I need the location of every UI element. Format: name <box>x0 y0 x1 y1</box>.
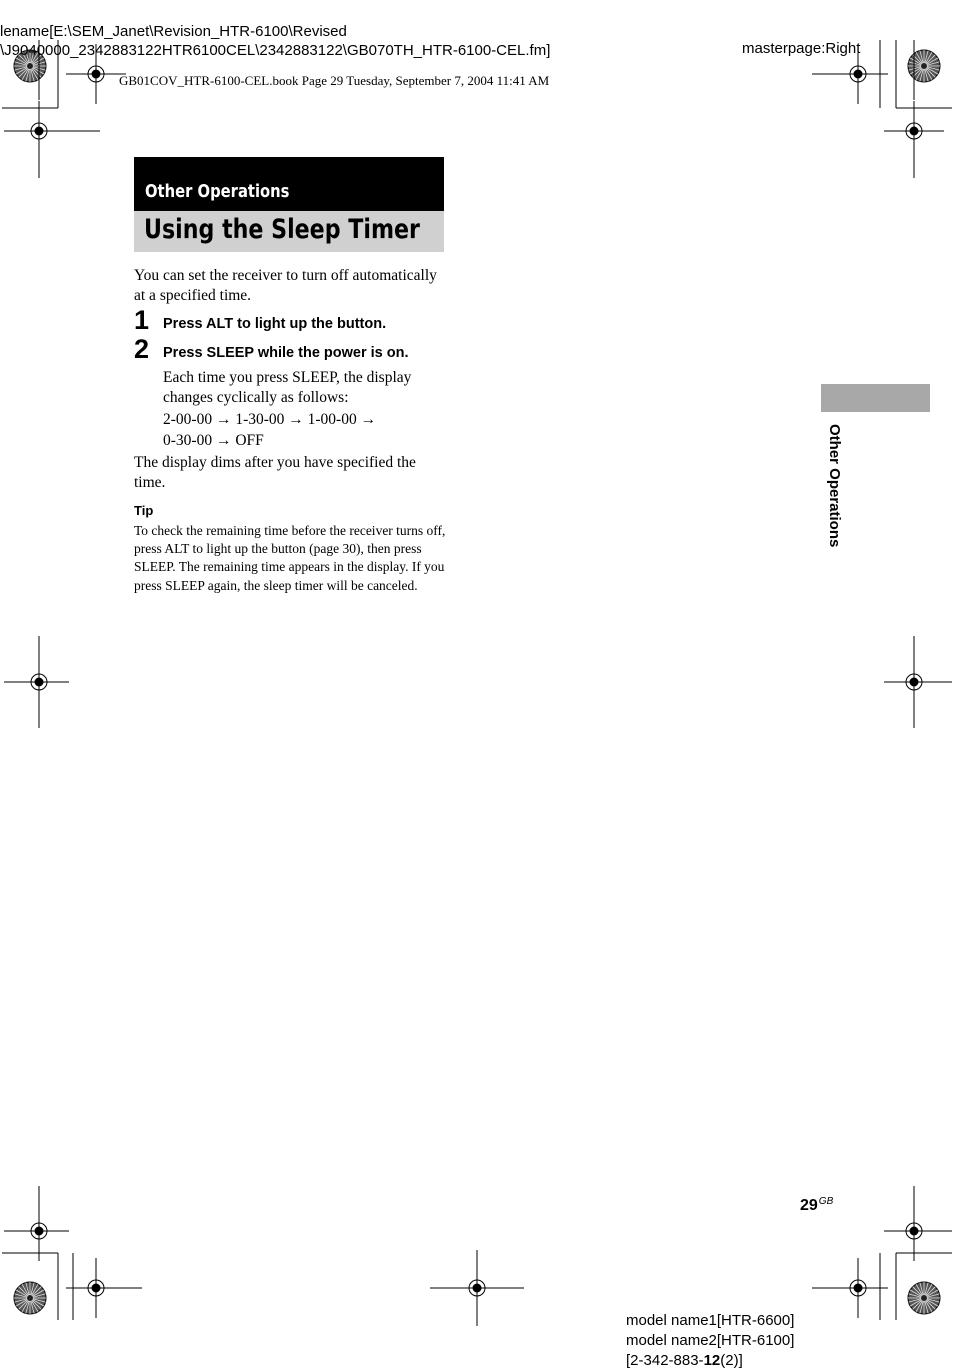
filename-path <box>0 22 550 60</box>
color-wheel-icon <box>14 1282 46 1314</box>
page-title: Using the Sleep Timer <box>144 214 420 245</box>
part-number-revision: 12 <box>703 1352 721 1369</box>
color-wheel-icon <box>908 1282 940 1314</box>
filename-line-2: \J9040000_2342883122HTR6100CEL\2342883122\GB070TH_HTR-6100-CEL.fm] <box>0 42 551 59</box>
part-number-suffix: (2)] <box>720 1352 743 1369</box>
side-tab-label: Other Operations <box>826 424 843 548</box>
step-2-detail: Each time you press SLEEP, the display changes cyclically as follows: <box>163 369 412 406</box>
part-number <box>626 1351 794 1371</box>
book-info: GB01COV_HTR-6100-CEL.book Page 29 Tuesday, September 7, 2004 11:41 AM <box>119 73 550 88</box>
part-number-prefix: [2-342-883- <box>626 1352 704 1369</box>
registration-target-icon <box>445 1256 509 1320</box>
model-name-1: model name1[HTR-6600] <box>626 1312 795 1329</box>
side-tab-bar <box>821 384 930 412</box>
registration-target-icon <box>9 652 69 712</box>
page-number-suffix: GB <box>818 1196 834 1207</box>
registration-target-icon <box>9 1201 69 1261</box>
registration-target-icon <box>884 101 944 161</box>
color-wheel-icon <box>908 50 940 82</box>
registration-target-icon <box>828 1258 888 1318</box>
registration-target-icon <box>66 1258 126 1318</box>
page-number-value: 29 <box>800 1197 818 1214</box>
footer-model-info <box>626 1311 794 1371</box>
step-text-2: Press SLEEP while the power is on. <box>163 345 409 361</box>
page-number <box>800 1196 833 1215</box>
filename-line-1: lename[E:\SEM_Janet\Revision_HTR-6100\Revised <box>0 23 347 40</box>
registration-target-icon <box>884 652 944 712</box>
model-name-2: model name2[HTR-6100] <box>626 1332 795 1349</box>
registration-target-icon <box>9 101 69 161</box>
sequence-line-2: 0-30-00 → OFF <box>163 432 264 449</box>
masterpage-label: masterpage:Right <box>742 40 861 57</box>
sequence-line-1: 2-00-00 → 1-30-00 → 1-00-00 → <box>163 411 377 428</box>
step-text-1: Press ALT to light up the button. <box>163 316 387 332</box>
intro-paragraph: You can set the receiver to turn off automatically at a specified time. <box>134 267 437 304</box>
step-number-2: 2 <box>134 334 150 364</box>
step-number-1: 1 <box>134 305 150 335</box>
section-label: Other Operations <box>145 181 290 202</box>
display-dims-note: The display dims after you have specified the time. <box>134 454 416 491</box>
tip-heading: Tip <box>134 503 154 518</box>
registration-target-icon <box>884 1201 944 1261</box>
tip-text: To check the remaining time before the receiver turns off, press ALT to light up the button (page 30), then press SLEEP. The remaining time appears in the display. If you press SLEEP again, the sleep timer will be canceled. <box>134 523 446 593</box>
